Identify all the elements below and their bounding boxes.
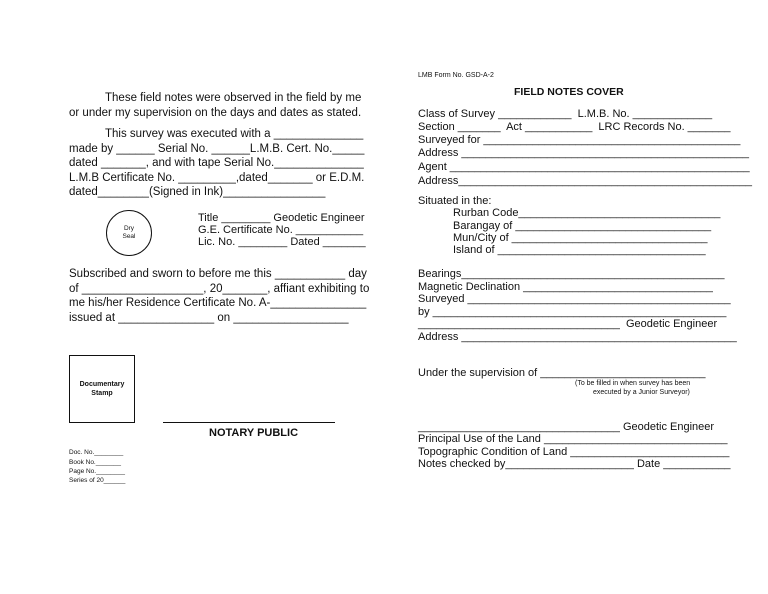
address-line-3: Address _____________________________________________	[418, 331, 737, 343]
principal-use-line: Principal Use of the Land ______________________________	[418, 433, 728, 445]
rurban-code-line: Rurban Code_________________________________	[453, 207, 721, 219]
barangay-line: Barangay of ________________________________	[453, 220, 712, 232]
survey-executed-line5: dated________(Signed in Ink)________________	[69, 186, 326, 198]
field-notes-statement-line1: These field notes were observed in the field by me	[105, 92, 362, 104]
notary-public-label: NOTARY PUBLIC	[209, 427, 299, 439]
sworn-line4: issued at _______________ on __________________	[69, 312, 349, 324]
address-line-2: Address________________________________________________	[418, 175, 753, 187]
doc-no-line: Doc. No.________	[69, 449, 124, 456]
survey-executed-line3: dated _______, and with tape Serial No.______________	[69, 157, 364, 169]
surveyed-by-line: by ________________________________________________	[418, 306, 727, 318]
agent-line: Agent _________________________________________________	[418, 161, 750, 173]
survey-executed-line1: This survey was executed with a ______________	[105, 128, 364, 140]
stamp-text-1: Documentary	[79, 381, 125, 388]
sworn-line1: Subscribed and sworn to before me this ___________ day	[69, 268, 367, 280]
notes-checked-line: Notes checked by_____________________ Date ___________	[418, 458, 731, 470]
island-line: Island of __________________________________	[453, 244, 706, 256]
mun-city-line: Mun/City of ________________________________	[453, 232, 708, 244]
sworn-line2: of ___________________, 20_______, affiant exhibiting to	[69, 283, 370, 295]
book-no-line: Book No._______	[69, 459, 122, 466]
supervision-note-1: (To be filled in when survey has been	[575, 380, 691, 387]
surveyed-for-line: Surveyed for __________________________________________	[418, 134, 741, 146]
dry-seal-circle	[106, 210, 152, 256]
situated-label: Situated in the:	[418, 195, 492, 207]
section-line: Section _______ Act ___________ LRC Records No. _______	[418, 121, 731, 133]
magnetic-declination-line: Magnetic Declination _______________________________	[418, 281, 713, 293]
supervision-line: Under the supervision of ___________________________	[418, 367, 706, 379]
engineer-title-line: Title ________ Geodetic Engineer	[198, 212, 365, 224]
notary-signature-line	[163, 422, 335, 423]
form-number: LMB Form No. GSD-A-2	[418, 72, 494, 79]
topographic-condition-line: Topographic Condition of Land __________________________	[418, 446, 730, 458]
survey-executed-line2: made by ______ Serial No. ______L.M.B. Cert. No._____	[69, 143, 365, 155]
field-notes-statement-line2: or under my supervision on the days and dates as stated.	[69, 107, 362, 119]
license-line: Lic. No. ________ Dated _______	[198, 236, 366, 248]
dry-seal-text-1: Dry	[123, 225, 135, 232]
page-no-line: Page No.________	[69, 468, 126, 475]
geodetic-engineer-line-2: _________________________________ Geodetic Engineer	[418, 421, 715, 433]
supervision-note-2: executed by a Junior Surveyor)	[593, 389, 690, 396]
stamp-text-2: Stamp	[91, 390, 113, 397]
bearings-line: Bearings___________________________________________	[418, 268, 725, 280]
address-line-1: Address _______________________________________________	[418, 147, 749, 159]
sworn-line3: me his/her Residence Certificate No. A-_______________	[69, 297, 367, 309]
survey-executed-line4: L.M.B Certificate No. _________,dated_______ or E.D.M.	[69, 172, 365, 184]
series-line: Series of 20______	[69, 477, 126, 484]
ge-certificate-line: G.E. Certificate No. ___________	[198, 224, 364, 236]
surveyed-line: Surveyed ___________________________________________	[418, 293, 731, 305]
geodetic-engineer-line-1: _________________________________ Geodetic Engineer	[418, 318, 718, 330]
class-of-survey-line: Class of Survey ____________ L.M.B. No. _____________	[418, 108, 713, 120]
documentary-stamp-box	[69, 355, 135, 423]
field-notes-cover-title: FIELD NOTES COVER	[514, 86, 624, 98]
dry-seal-text-2: Seal	[122, 233, 136, 240]
